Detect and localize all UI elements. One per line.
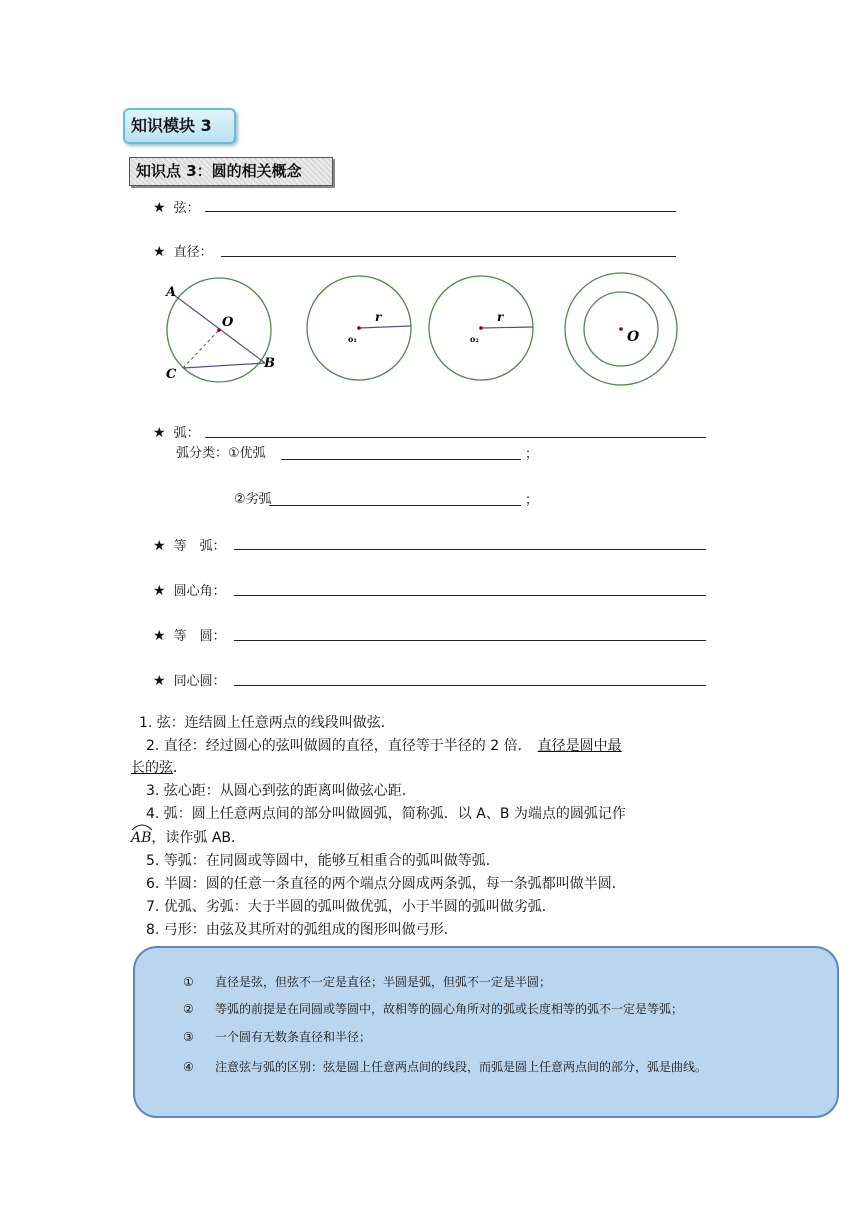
definition-2-text: 2. 直径：经过圆心的弦叫做圆的直径，直径等于半径的 2 倍． [146,738,532,754]
blank-line [234,685,706,686]
label-o2: o₂ [470,334,479,344]
center-dot [217,328,221,332]
blank-line [234,595,706,596]
arc-notation-label: AB [131,830,152,846]
arc-major-label: ①优弧 [228,446,266,461]
note-3 [183,1028,371,1046]
definition-8: 8. 弓形：由弦及其所对的弧组成的图形叫做弓形． [146,922,458,938]
note-text: 等弧的前提是在同圆或等圆中，故相等的圆心角所对的弧或长度相等的弧不一定是等弧； [215,1002,684,1016]
fill-row-arc [153,424,200,443]
fill-row-label: 圆心角： [173,584,226,599]
note-number: ④ [183,1060,194,1074]
star-icon: ★ [153,244,166,260]
definition-6: 6. 半圆：圆的任意一条直径的两个端点分圆成两条弧，每一条弧都叫做半圆． [146,876,626,892]
fill-row-central-angle [153,582,226,601]
star-icon: ★ [153,425,166,441]
fill-row-concentric [153,672,226,691]
label-O: O [222,315,234,330]
fill-row-equal-arc [153,537,226,556]
fill-row-equal-circle [153,627,226,646]
blank-line [269,505,521,506]
fill-row-label: 弦： [173,201,200,216]
fill-row-label: 弧： [173,426,200,441]
definition-2-cont [131,757,187,779]
blank-line [221,256,676,257]
star-icon: ★ [153,200,166,216]
dashed-radius [183,330,219,368]
definition-4: 4. 弧：圆上任意两点间的部分叫做圆弧，简称弧．以 A、B 为端点的圆弧记作 [146,806,626,822]
note-text: 注意弦与弧的区别：弦是圆上任意两点间的线段，而弧是圆上任意两点间的部分，弧是曲线。 [215,1060,708,1074]
label-r: r [497,310,504,324]
fill-row-diameter [153,243,213,262]
figure-circle-o2 [429,276,533,380]
definition-1: 1. 弦：连结圆上任意两点的线段叫做弦． [139,715,395,731]
arc-minor-label: ②劣弧 [234,492,272,507]
label-A: A [166,285,177,300]
blank-line [234,549,706,550]
knowledge-point-title: 知识点 3：圆的相关概念 [129,157,333,186]
arc-class-prefix: 弧分类： [176,446,229,461]
figure-circle-o1 [307,276,411,380]
blank-line [205,211,676,212]
note-4 [183,1058,707,1076]
fill-row-label: 直径： [173,245,213,260]
note-number: ③ [183,1030,194,1044]
fill-row-label: 同心圆： [173,674,226,689]
definition-2-emphasis-cont: 长的弦 [131,760,173,776]
note-2 [183,1000,683,1018]
note-text: 直径是弦，但弦不一定是直径；半圆是弧，但弧不一定是半圆； [215,975,552,989]
arc-symbol-icon [131,823,153,831]
circle-figures [150,268,690,398]
definition-5: 5. 等弧：在同圆或等圆中，能够互相重合的弧叫做等弧． [146,853,500,869]
semicolon: ； [525,493,539,508]
label-B: B [264,356,275,371]
star-icon: ★ [153,673,166,689]
notes-callout [133,946,839,1118]
note-1 [183,973,551,991]
arc-class-major [176,445,266,463]
star-icon: ★ [153,583,166,599]
label-C: C [166,367,177,382]
fill-row-chord [153,199,200,218]
definition-4-reading: ，读作弧 AB． [151,830,246,846]
note-number: ① [183,975,194,989]
fill-row-label: 等 弧： [173,539,226,554]
definition-3: 3. 弦心距：从圆心到弦的距离叫做弦心距． [146,783,416,799]
definition-2-emphasis: 直径是圆中最 [537,738,622,754]
definition-2-period: ． [173,760,187,776]
label-O: O [627,329,640,345]
blank-line [234,640,706,641]
module-title: 知识模块 3 [123,108,236,144]
definition-2 [146,735,622,757]
star-icon: ★ [153,538,166,554]
definition-7: 7. 优弧、劣弧：大于半圆的弧叫做优弧，小于半圆的弧叫做劣弧． [146,899,556,915]
definition-4-cont [131,827,245,849]
semicolon: ； [525,447,539,462]
star-icon: ★ [153,628,166,644]
blank-line [205,437,706,438]
label-o1: o₁ [348,334,357,344]
fill-row-label: 等 圆： [173,629,226,644]
figure-concentric-circles [565,273,677,385]
chord-line [183,363,265,368]
label-r: r [375,310,382,324]
arc-notation [131,827,151,849]
note-text: 一个圆有无数条直径和半径； [215,1030,372,1044]
note-number: ② [183,1002,194,1016]
figure-chord-diameter [164,278,275,382]
blank-line [281,459,521,460]
